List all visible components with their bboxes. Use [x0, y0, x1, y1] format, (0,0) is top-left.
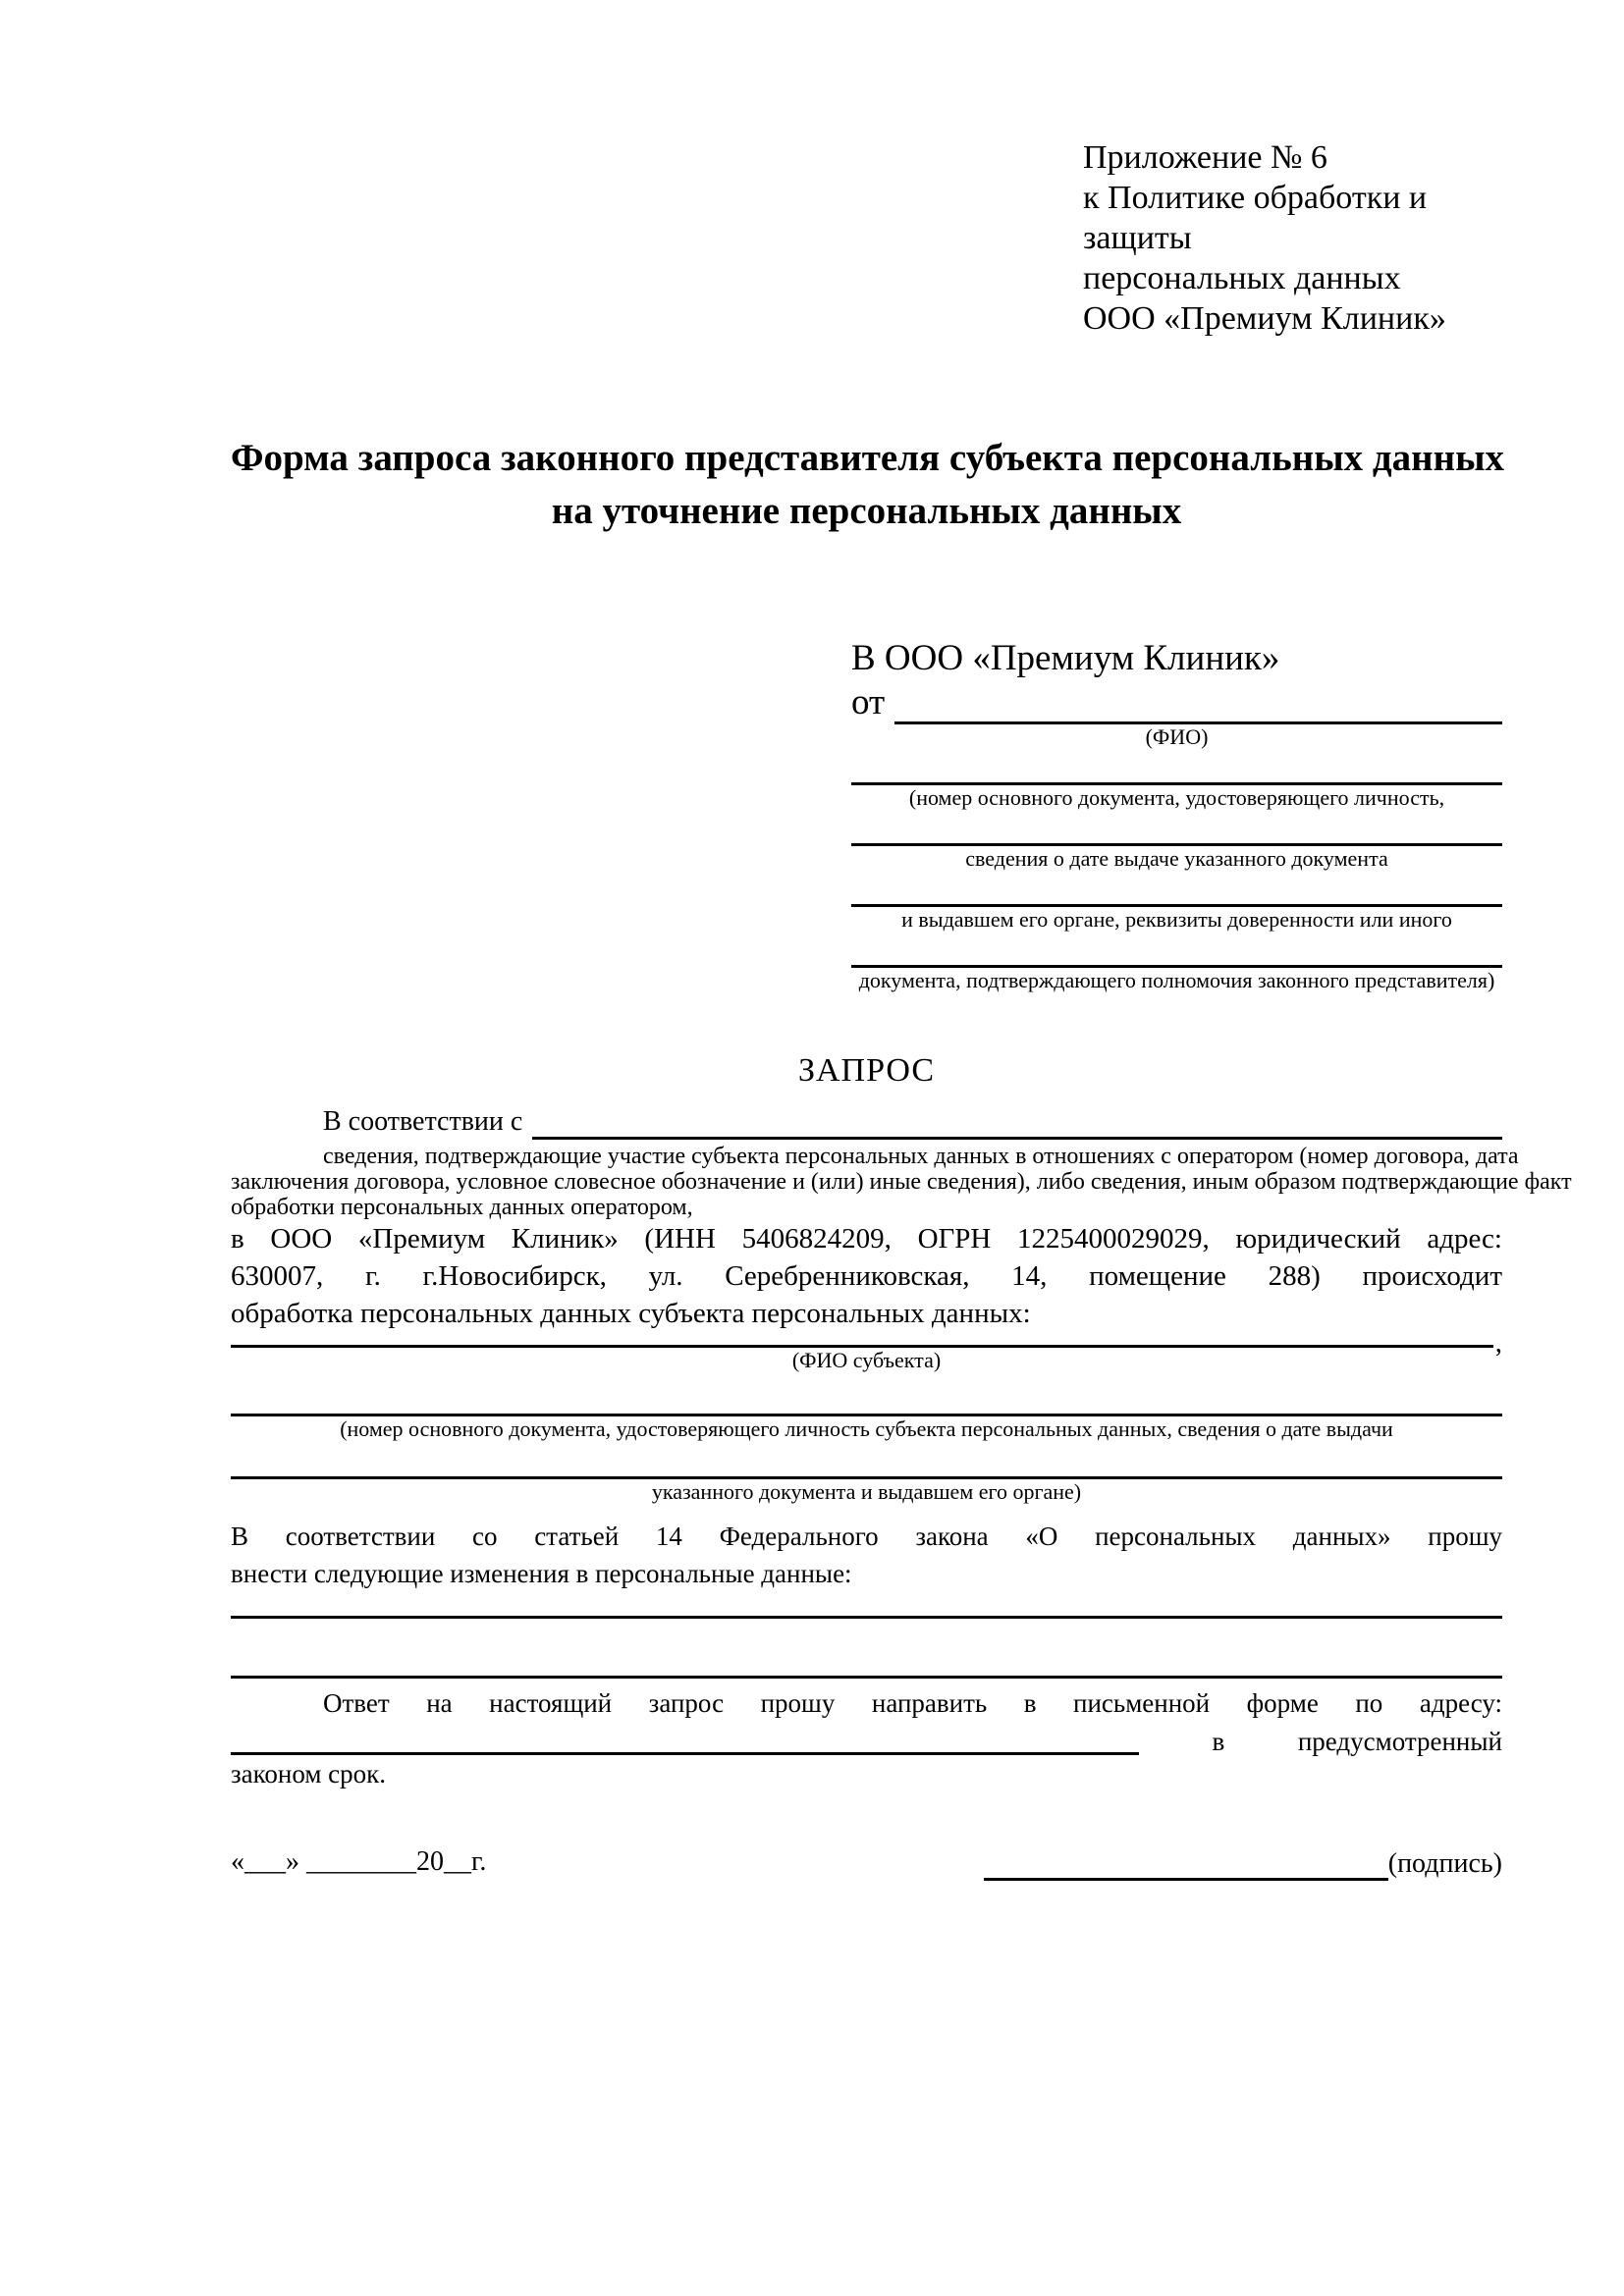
- appendix-note-line: персональных данных: [1083, 260, 1401, 296]
- answer-paragraph-line: Ответ на настоящий запрос прошу направить в письменной форме по адресу:: [323, 1688, 1502, 1718]
- basis-blank-field: [532, 1104, 1502, 1140]
- address-blank-field: [231, 1719, 1139, 1755]
- addressee-row: [851, 749, 1502, 810]
- date-signature-row: [231, 1843, 1502, 1881]
- blank-field: [231, 1372, 1502, 1416]
- blank-field-caption: (номер основного документа, удостоверяющего личность,: [908, 785, 1445, 810]
- signature-caption: (подпись): [1387, 1848, 1502, 1879]
- addressee-to: В ООО «Премиум Клиник»: [851, 638, 1280, 678]
- date-blank-field: «___» ________20__г.: [231, 1846, 487, 1877]
- article-paragraph-line: В соответствии со статьей 14 Федерального закона «О персональных данных» прошу: [231, 1522, 1502, 1551]
- changes-blank-field: [231, 1592, 1502, 1619]
- blank-field-caption: сведения о дате выдаче указанного документа: [965, 846, 1388, 871]
- appendix-note: [1083, 137, 1502, 339]
- addressee-from-row: [851, 681, 1502, 724]
- from-blank-field: [894, 681, 1502, 724]
- addressee-block: [851, 636, 1502, 992]
- fio-caption: (ФИО): [1145, 724, 1209, 749]
- addressee-row: [851, 810, 1502, 871]
- appendix-note-line: ООО «Премиум Клиник»: [1083, 300, 1446, 337]
- document-title: [231, 432, 1505, 538]
- trailing-comma: ,: [1494, 1327, 1502, 1359]
- document-title-line: Форма запроса законного представителя субъекта персональных данных: [231, 437, 1505, 479]
- subject-doc-row: [231, 1441, 1502, 1504]
- blank-field-caption: документа, подтверждающего полномочия законного представителя): [858, 968, 1495, 992]
- basis-caption-line: заключения договора, условное словесное обозначение и (или) иные сведения), либо сведения, иным образом подтверждающие факт: [231, 1169, 1572, 1195]
- answer-word: предусмотренный: [1297, 1727, 1502, 1756]
- answer-address-row: [231, 1722, 1502, 1755]
- basis-caption: [231, 1144, 1572, 1220]
- operator-paragraph-line: 630007, г. г.Новосибирск, ул. Серебренниковская, 14, помещение 288) происходит: [231, 1260, 1502, 1292]
- changes-blank-field: [231, 1619, 1502, 1679]
- answer-paragraph-line: законом срок.: [231, 1759, 387, 1789]
- request-heading: ЗАПРОС: [797, 1052, 936, 1089]
- answer-word: в: [1212, 1727, 1225, 1756]
- appendix-note-line: Приложение № 6: [1083, 139, 1327, 176]
- article-paragraph: [231, 1518, 1502, 1592]
- operator-paragraph: [231, 1220, 1502, 1332]
- article-paragraph-line: внести следующие изменения в персональные данные:: [231, 1559, 852, 1588]
- blank-field-caption: (номер основного документа, удостоверяющего личность субъекта персональных данных, сведения о дате выдачи: [340, 1416, 1393, 1441]
- operator-paragraph-line: в ООО «Премиум Клиник» (ИНН 5406824209, ОГРН 1225400029029, юридический адрес:: [231, 1223, 1502, 1255]
- addressee-row: [851, 932, 1502, 992]
- blank-field-caption: указанного документа и выдавшем его органе): [651, 1479, 1082, 1504]
- blank-field: [851, 871, 1502, 907]
- subject-fio-blank-field: [231, 1329, 1493, 1348]
- blank-field-caption: и выдавшем его органе, реквизиты доверенности или иного: [901, 907, 1452, 932]
- signature-group: [984, 1847, 1502, 1881]
- signature-blank-field: [984, 1848, 1388, 1881]
- subject-doc-row: [231, 1372, 1502, 1441]
- document-title-line: на уточнение персональных данных: [551, 490, 1182, 532]
- subject-fio-caption: (ФИО субъекта): [791, 1348, 942, 1372]
- addressee-row: [851, 871, 1502, 932]
- blank-field: [231, 1441, 1502, 1479]
- basis-lead: В соответствии с: [323, 1106, 523, 1137]
- operator-paragraph-line: обработка персональных данных субъекта персональных данных:: [231, 1298, 1031, 1329]
- basis-caption-line: сведения, подтверждающие участие субъекта персональных данных в отношениях с оператором (номер договора, дата: [323, 1144, 1519, 1169]
- basis-caption-line: обработки персональных данных оператором,: [231, 1195, 693, 1220]
- blank-field: [851, 932, 1502, 968]
- blank-field: [851, 810, 1502, 846]
- blank-field: [851, 749, 1502, 785]
- basis-row: [231, 1104, 1502, 1140]
- appendix-note-line: к Политике обработки и защиты: [1083, 180, 1428, 256]
- subject-fio-row: [231, 1327, 1502, 1359]
- from-label: от: [851, 682, 886, 722]
